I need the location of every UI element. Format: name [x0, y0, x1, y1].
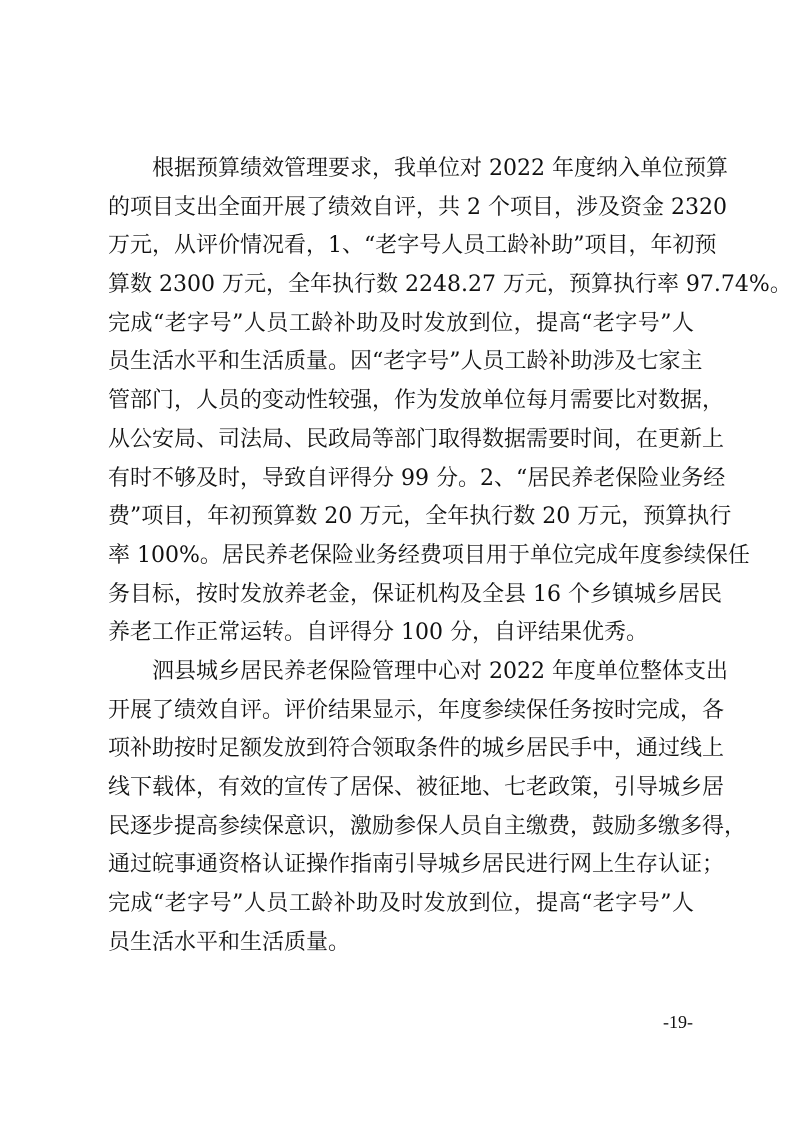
text-line: 完成“老字号”人员工龄补助及时发放到位，提高“老字号”人: [108, 891, 694, 917]
text-line: 员生活水平和生活质量。因“老字号”人员工龄补助涉及七家主: [108, 349, 703, 375]
text-line: 开展了绩效自评。评价结果显示，年度参续保任务按时完成，各: [108, 697, 725, 723]
text-line: 线下载体，有效的宣传了居保、被征地、七老政策，引导城乡居: [108, 775, 725, 800]
text-line: 员生活水平和生活质量。: [108, 929, 351, 955]
text-line: 管部门，人员的变动性较强，作为发放单位每月需要比对数据，: [108, 388, 725, 414]
text-line: 的项目支出全面开展了绩效自评，共 2 个项目，涉及资金 2320: [108, 194, 727, 220]
text-line: 根据预算绩效管理要求，我单位对 2022 年度纳入单位预算: [108, 156, 728, 181]
paragraph-1: [108, 150, 792, 653]
text-line: 泗县城乡居民养老保险管理中心对 2022 年度单位整体支出: [108, 658, 728, 684]
text-line: 有时不够及时，导致自评得分 99 分。2、“居民养老保险业务经: [108, 465, 726, 491]
text-line: 通过皖事通资格认证操作指南引导城乡居民进行网上生存认证；: [108, 852, 725, 878]
text-line: 完成“老字号”人员工龄补助及时发放到位，提高“老字号”人: [108, 310, 694, 336]
body-text: [108, 150, 792, 962]
text-line: 项补助按时足额发放到符合领取条件的城乡居民手中，通过线上: [108, 736, 725, 762]
text-line: 算数 2300 万元，全年执行数 2248.27 万元，预算执行率 97.74%。: [108, 272, 792, 298]
paragraph-2: [108, 653, 747, 963]
page-number: -19-: [663, 1012, 693, 1032]
text-line: 费”项目，年初预算数 20 万元，全年执行数 20 万元，预算执行: [108, 504, 732, 530]
text-line: 率 100%。居民养老保险业务经费项目用于单位完成年度参续保任: [108, 542, 750, 568]
text-line: 养老工作正常运转。自评得分 100 分，自评结果优秀。: [108, 620, 648, 646]
text-line: 民逐步提高参续保意识，激励参保人员自主缴费，鼓励多缴多得，: [108, 813, 747, 839]
text-line: 从公安局、司法局、民政局等部门取得数据需要时间，在更新上: [108, 426, 725, 452]
text-line: 务目标，按时发放养老金，保证机构及全县 16 个乡镇城乡居民: [108, 581, 722, 607]
text-line: 万元，从评价情况看，1、“老字号人员工龄补助”项目，年初预: [108, 233, 717, 259]
